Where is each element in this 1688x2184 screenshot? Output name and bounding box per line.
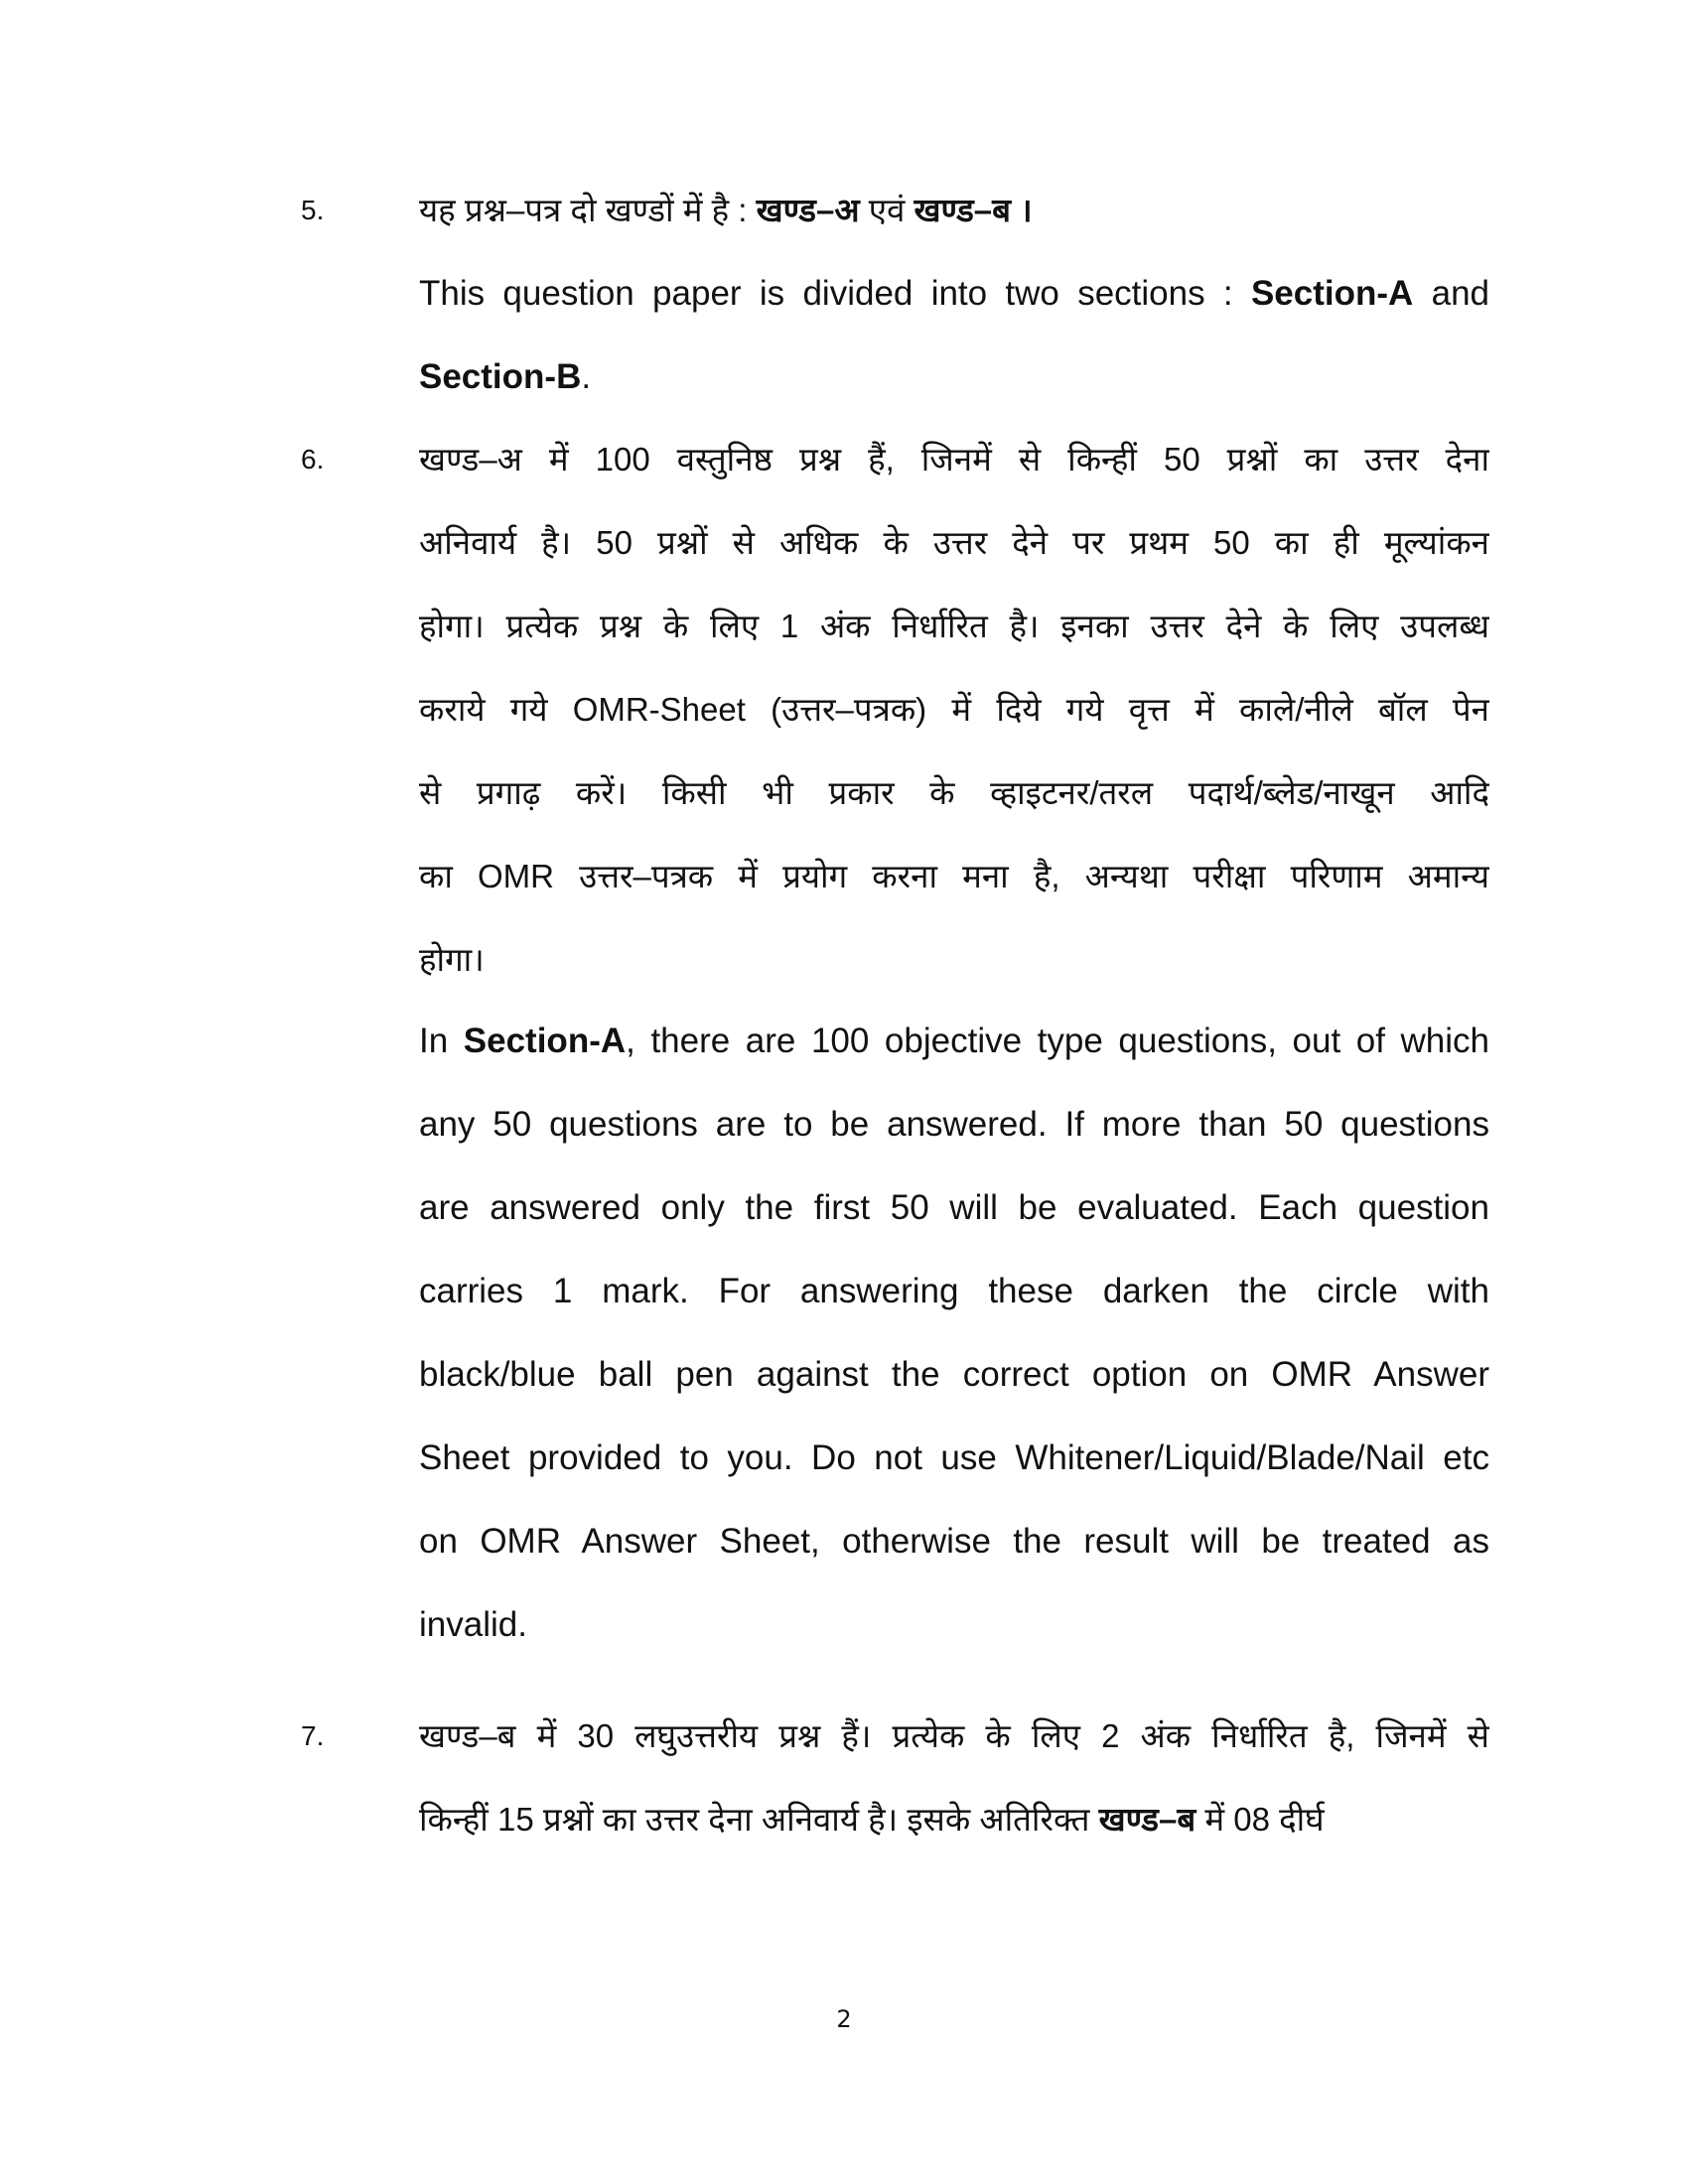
text-run: . [581, 357, 592, 396]
text-run: में 08 दीर्घ [1196, 1801, 1325, 1838]
text-run: कराये गये OMR-Sheet (उत्तर–पत्रक) में दिये गये वृत्त में काले/नीले बॉल पेन [419, 691, 1489, 728]
text-run: अनिवार्य है। 50 प्रश्नों से अधिक के उत्तर देने पर प्रथम 50 का ही मूल्यांकन [419, 524, 1489, 561]
item-number-5: 5. [301, 195, 325, 225]
text-run: से प्रगाढ़ करें। किसी भी प्रकार के व्हाइटनर/तरल पदार्थ/ब्लेड/नाखून आदि [419, 774, 1489, 811]
text-run: black/blue ball pen against the correct option on OMR Answer [419, 1355, 1489, 1394]
text-line [419, 1083, 1489, 1166]
item-7-hindi [419, 1695, 1489, 1861]
text-line [419, 1000, 1489, 1083]
item-6-hindi [419, 418, 1489, 1002]
text-run: होगा। [419, 941, 485, 978]
item-6-english [419, 1000, 1489, 1667]
text-line [419, 1500, 1489, 1583]
text-run: खण्ड–ब में 30 लघुउत्तरीय प्रश्न हैं। प्रत्येक के लिए 2 अंक निर्धारित है, जिनमें से [419, 1717, 1489, 1754]
item-number-6: 6. [301, 444, 325, 475]
text-run: In [419, 1022, 464, 1060]
text-run: carries 1 mark. For answering these darken the circle with [419, 1272, 1489, 1310]
text-run: invalid. [419, 1605, 527, 1644]
item-5-hindi [419, 169, 1489, 252]
text-run: यह प्रश्न–पत्र दो खण्डों में है : [419, 192, 757, 228]
bold-text-run: खण्ड–अ [756, 192, 860, 228]
text-run: any 50 questions are to be answered. If more than 50 questions [419, 1105, 1489, 1144]
text-line [419, 418, 1489, 501]
text-line [419, 336, 1489, 419]
text-run: किन्हीं 15 प्रश्नों का उत्तर देना अनिवार्य है। इसके अतिरिक्त [419, 1801, 1099, 1838]
text-run: , there are 100 objective type questions, out of which [626, 1022, 1489, 1060]
text-run: खण्ड–अ में 100 वस्तुनिष्ठ प्रश्न हैं, जिनमें से किन्हीं 50 प्रश्नों का उत्तर देना [419, 441, 1489, 478]
text-line [419, 1333, 1489, 1417]
bold-text-run: खण्ड–ब । [914, 192, 1033, 228]
text-line [419, 751, 1489, 835]
text-run: This question paper is divided into two sections : [419, 274, 1251, 313]
text-line [419, 1583, 1489, 1667]
text-line [419, 918, 1489, 1002]
page-number: 2 [836, 2005, 852, 2033]
text-run: are answered only the first 50 will be evaluated. Each question [419, 1188, 1489, 1227]
item-5-english [419, 252, 1489, 419]
text-run: and [1413, 274, 1489, 313]
text-line [419, 1250, 1489, 1333]
bold-text-run: Section-A [1250, 274, 1414, 313]
text-line [419, 1778, 1489, 1861]
text-line [419, 1417, 1489, 1500]
text-line [419, 835, 1489, 918]
text-line [419, 1166, 1489, 1250]
text-line [419, 668, 1489, 751]
text-run: on OMR Answer Sheet, otherwise the result will be treated as [419, 1522, 1489, 1561]
item-number-7: 7. [301, 1720, 325, 1751]
text-line [419, 501, 1489, 585]
text-line [419, 252, 1489, 336]
text-run: Sheet provided to you. Do not use Whitener/Liquid/Blade/Nail etc [419, 1438, 1489, 1477]
bold-text-run: खण्ड–ब [1098, 1801, 1196, 1838]
text-line [419, 1695, 1489, 1778]
text-run: का OMR उत्तर–पत्रक में प्रयोग करना मना है, अन्यथा परीक्षा परिणाम अमान्य [419, 858, 1489, 894]
text-run: एवं [859, 192, 914, 228]
text-run: होगा। प्रत्येक प्रश्न के लिए 1 अंक निर्धारित है। इनका उत्तर देने के लिए उपलब्ध [419, 608, 1489, 644]
bold-text-run: Section-B [419, 357, 582, 396]
text-line [419, 585, 1489, 668]
bold-text-run: Section-A [463, 1022, 627, 1060]
text-line [419, 169, 1489, 252]
